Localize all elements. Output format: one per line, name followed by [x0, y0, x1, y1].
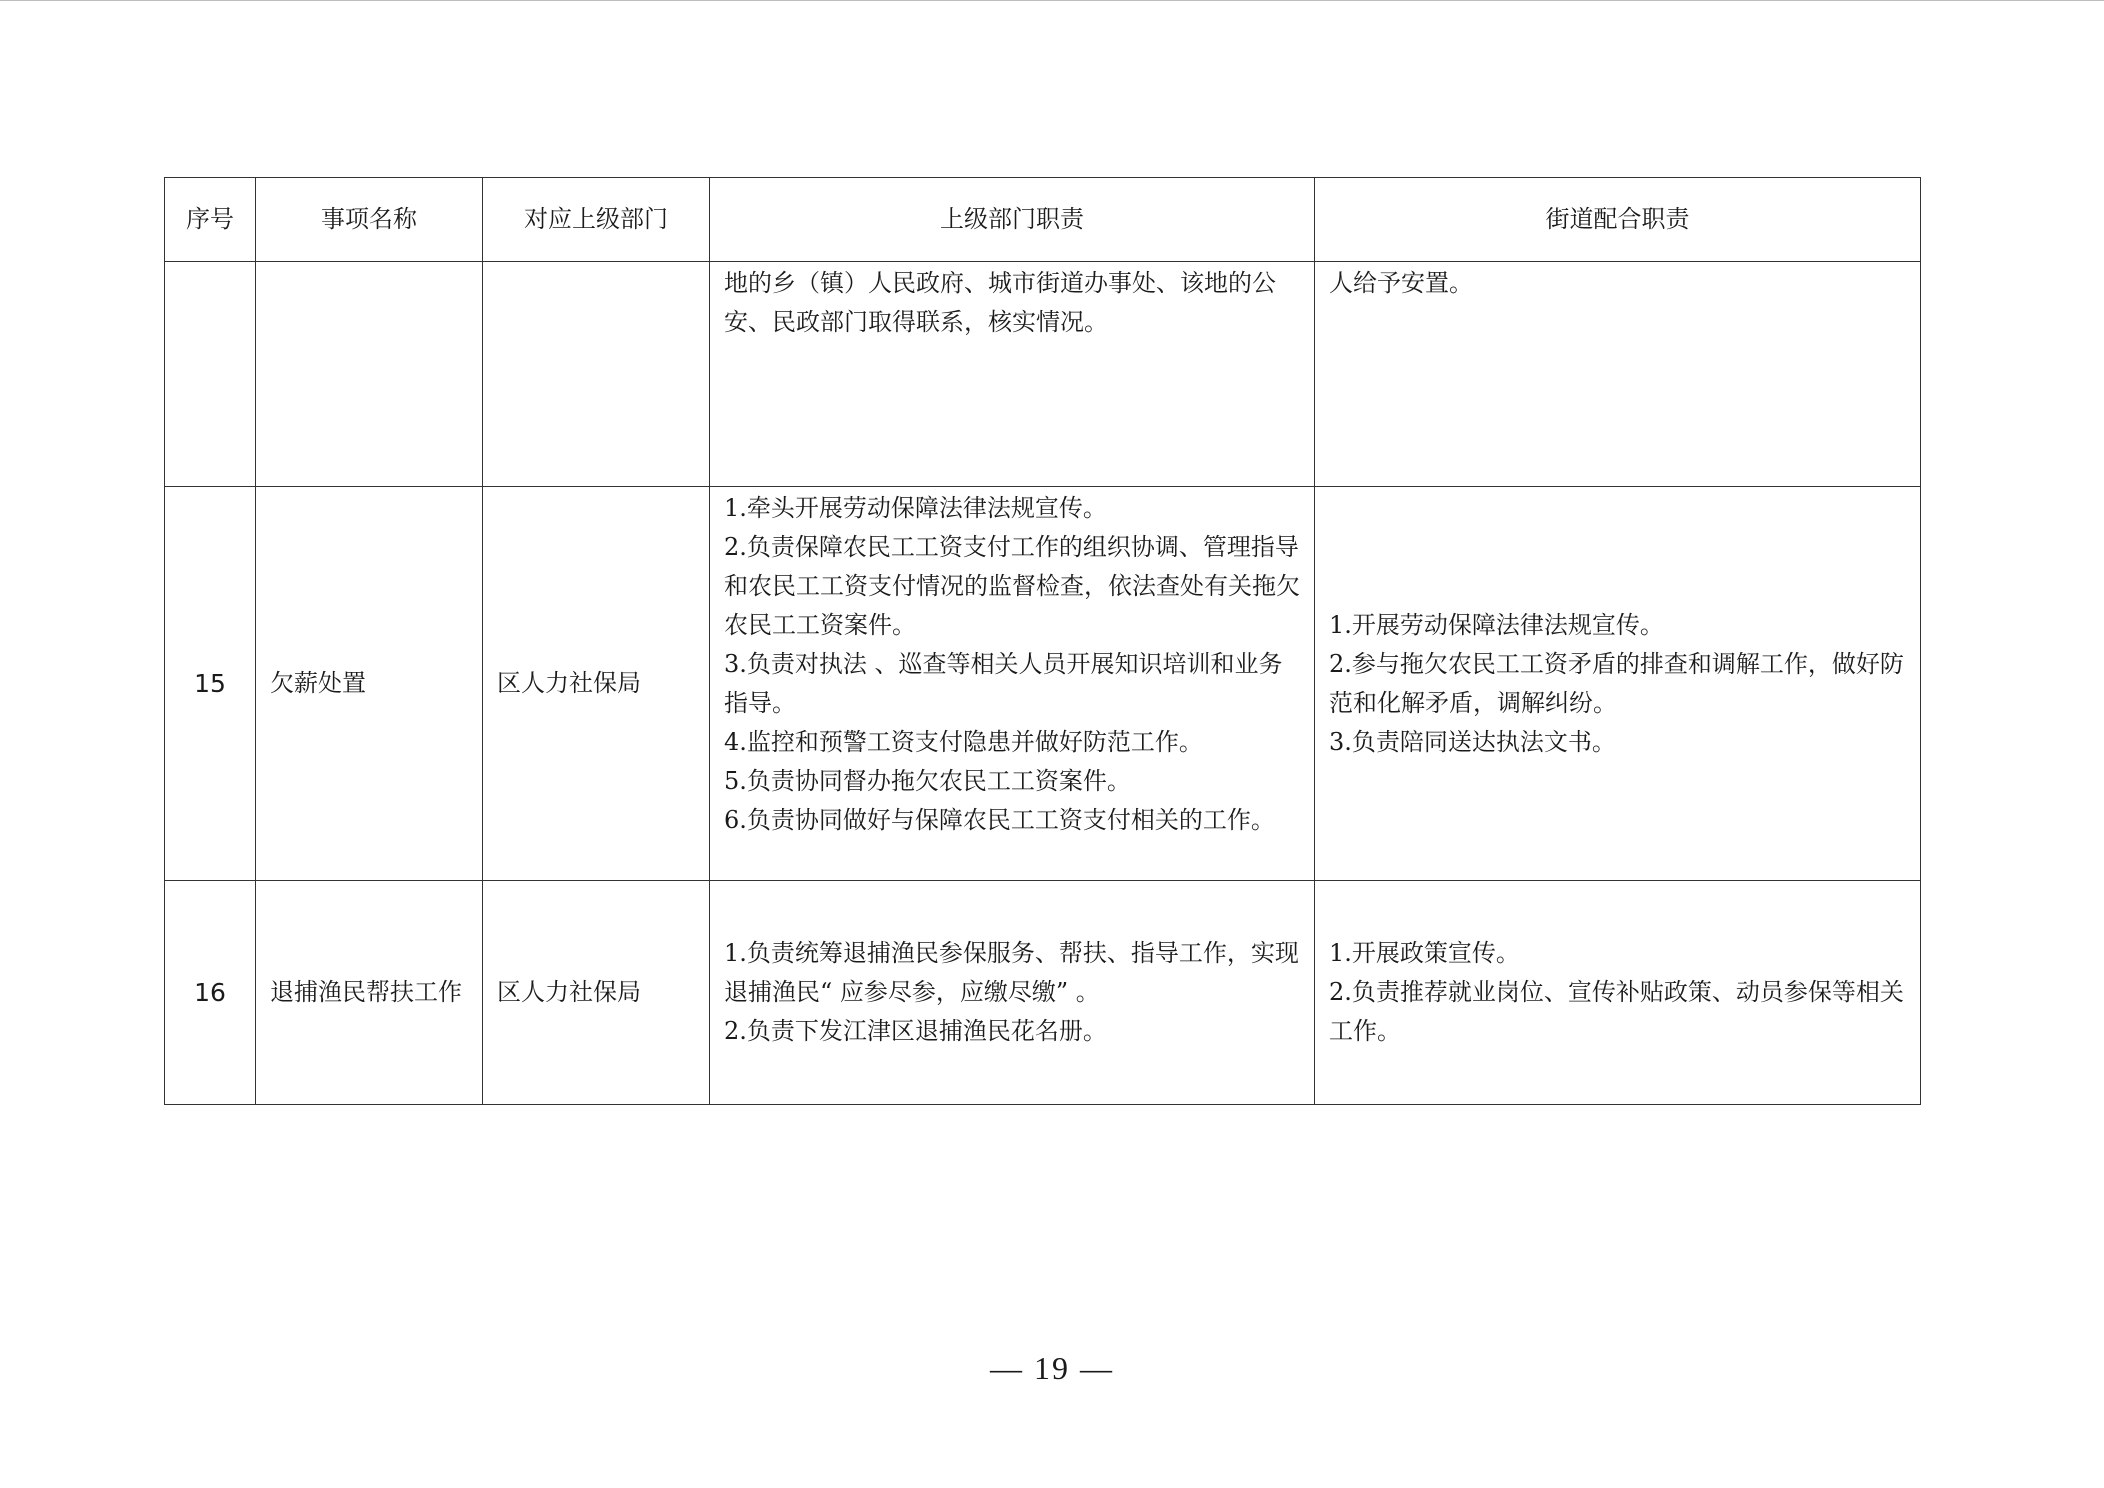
- duty-line: 5.负责协同督办拖欠农民工工资案件。: [724, 767, 1131, 795]
- cell-superior-duties: [710, 487, 1315, 881]
- header-street-cooperation: 街道配合职责: [1315, 178, 1921, 262]
- duty-line: 3.负责对执法 、巡查等相关人员开展知识培训和业务指导。: [724, 650, 1283, 717]
- cell-item-name: [256, 262, 483, 487]
- cell-item-name: 退捕渔民帮扶工作: [256, 881, 483, 1105]
- coop-line: 人给予安置。: [1329, 269, 1473, 297]
- header-item-name: 事项名称: [256, 178, 483, 262]
- cell-superior-dept: 区人力社保局: [483, 487, 710, 881]
- cell-serial-no: 16: [165, 881, 256, 1105]
- cell-serial-no: 15: [165, 487, 256, 881]
- cell-superior-dept: 区人力社保局: [483, 881, 710, 1105]
- table-row: [165, 487, 1921, 881]
- duty-line: 地的乡（镇）人民政府、城市街道办事处、该地的公安、民政部门取得联系，核实情况。: [724, 269, 1276, 336]
- page-number: — 19 —: [990, 1350, 1114, 1386]
- cell-street-cooperation: [1315, 262, 1921, 487]
- coop-line: 1.开展政策宣传。: [1329, 939, 1520, 967]
- header-superior-duties: 上级部门职责: [710, 178, 1315, 262]
- coop-line: 2.参与拖欠农民工工资矛盾的排查和调解工作，做好防范和化解矛盾，调解纠纷。: [1329, 649, 1904, 717]
- cell-item-name: 欠薪处置: [256, 487, 483, 881]
- coop-line: 1.开展劳动保障法律法规宣传。: [1329, 610, 1664, 639]
- duty-line: 1.牵头开展劳动保障法律法规宣传。: [724, 494, 1107, 522]
- duty-line: 2.负责下发江津区退捕渔民花名册。: [724, 1017, 1107, 1045]
- page-top-rule: [0, 0, 2104, 1]
- cell-street-cooperation: [1315, 881, 1921, 1105]
- cell-superior-dept: [483, 262, 710, 487]
- duty-line: 6.负责协同做好与保障农民工工资支付相关的工作。: [724, 806, 1275, 834]
- cell-serial-no: [165, 262, 256, 487]
- table-row: [165, 262, 1921, 487]
- duty-table: [164, 177, 1921, 1105]
- cell-superior-duties: [710, 262, 1315, 487]
- coop-line: 3.负责陪同送达执法文书。: [1329, 727, 1616, 756]
- cell-street-cooperation: [1315, 487, 1921, 881]
- table-row: [165, 881, 1921, 1105]
- cell-superior-duties: [710, 881, 1315, 1105]
- duty-line: 2.负责保障农民工工资支付工作的组织协调、管理指导和农民工工资支付情况的监督检查，依法查处有关拖欠农民工工资案件。: [724, 533, 1300, 639]
- header-superior-dept: 对应上级部门: [483, 178, 710, 262]
- header-serial-no: 序号: [165, 178, 256, 262]
- duty-line: 4.监控和预警工资支付隐患并做好防范工作。: [724, 728, 1203, 756]
- coop-line: 2.负责推荐就业岗位、宣传补贴政策、动员参保等相关工作。: [1329, 978, 1904, 1045]
- table-header-row: [165, 178, 1921, 262]
- duty-line: 1.负责统筹退捕渔民参保服务、帮扶、指导工作，实现退捕渔民“ 应参尽参，应缴尽缴” 。: [724, 939, 1299, 1006]
